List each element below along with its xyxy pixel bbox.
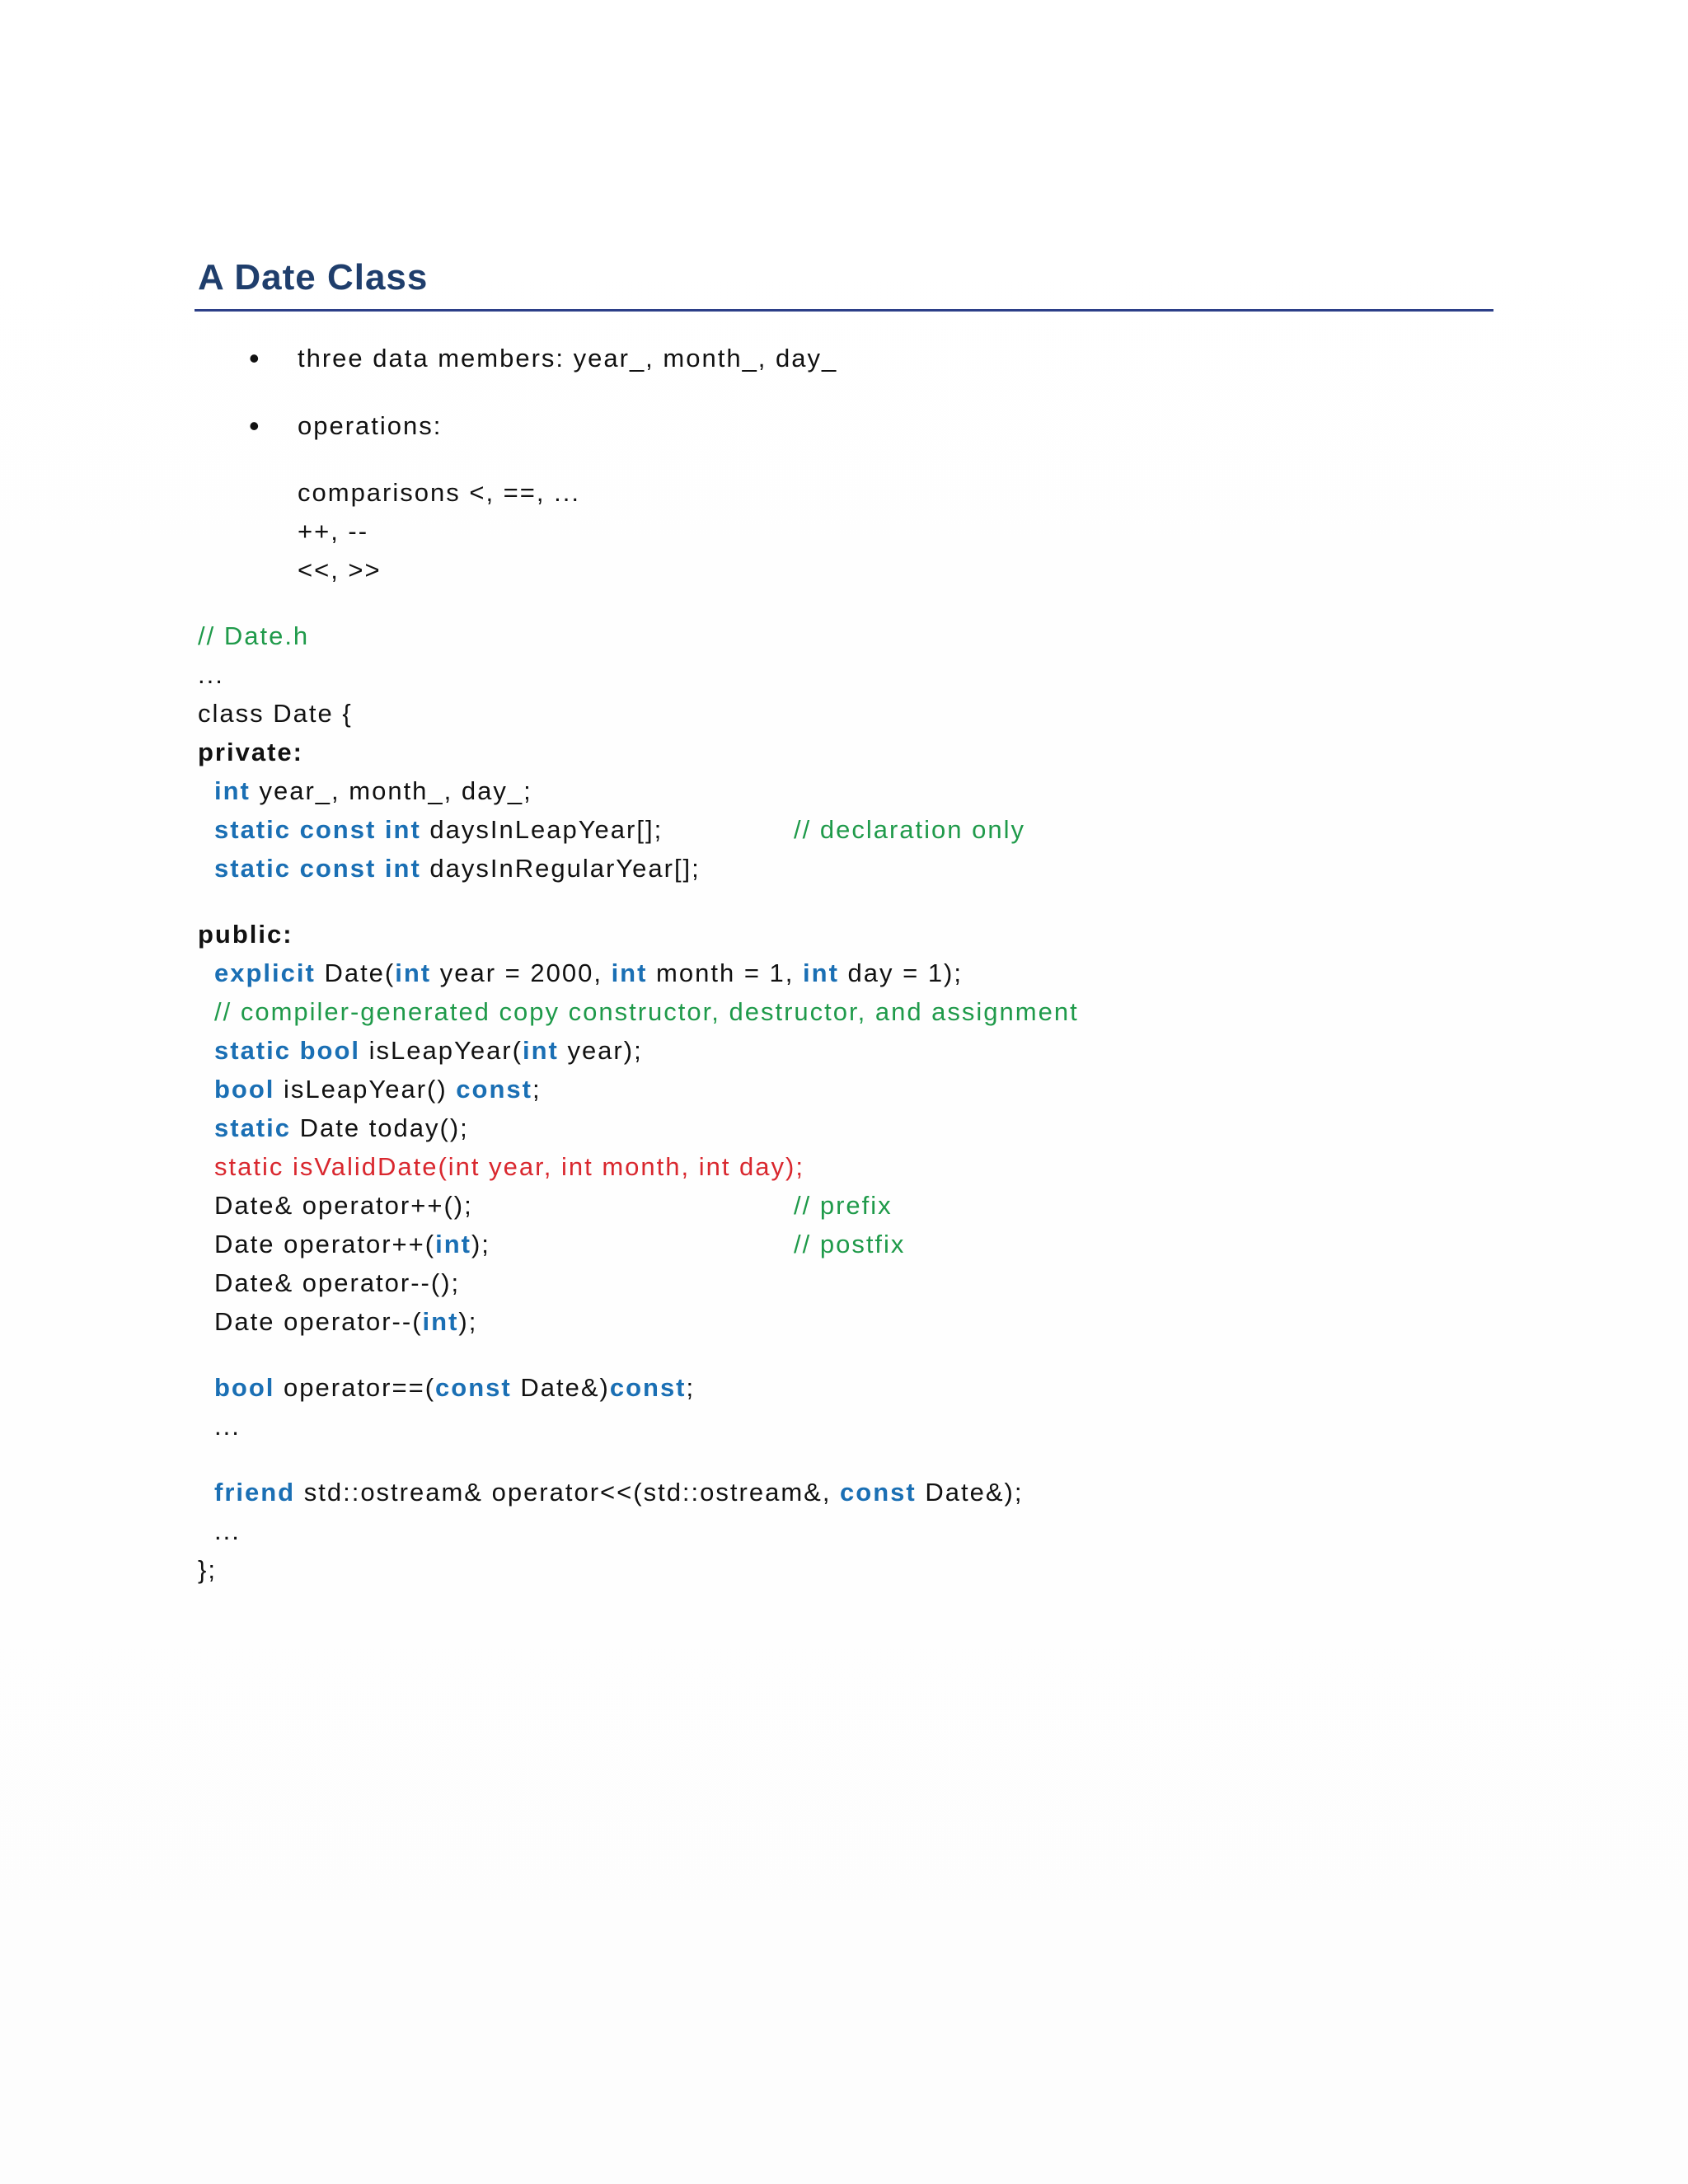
code-preinc-line: Date& operator++(); — [214, 1191, 473, 1220]
keyword: bool — [214, 1373, 275, 1402]
code-postinc-line — [214, 1228, 490, 1261]
bullet-item: operations: — [298, 411, 443, 440]
keyword: static — [214, 815, 291, 844]
code-text: ; — [532, 1075, 542, 1104]
keyword: int — [435, 1230, 471, 1258]
code-ctor-line — [214, 957, 963, 990]
keyword: static — [214, 854, 291, 883]
code-text: Date operator++( — [214, 1230, 436, 1258]
code-members-line — [214, 775, 532, 808]
code-text: year = 2000, — [431, 958, 612, 987]
keyword: static — [214, 1113, 291, 1142]
bullet-item: three data members: year_, month_, day_ — [298, 344, 838, 373]
code-text: ; — [686, 1373, 696, 1402]
keyword: int — [214, 776, 251, 805]
code-text: isLeapYear( — [360, 1036, 523, 1065]
code-ellipsis: ... — [198, 660, 224, 689]
operation-item: comparisons <, ==, ... — [298, 478, 580, 507]
code-class-decl: class Date { — [198, 699, 353, 728]
code-text: year_, month_, day_; — [250, 776, 532, 805]
code-text: ); — [458, 1307, 478, 1336]
keyword: const — [299, 815, 377, 844]
keyword: const — [299, 854, 377, 883]
bullet-dot-icon: • — [249, 409, 260, 443]
keyword: const — [840, 1478, 917, 1507]
code-ellipsis: ... — [214, 1412, 241, 1441]
code-isleap-member-line — [214, 1073, 542, 1106]
code-isvalid-line: static isValidDate(int year, int month, int day); — [214, 1152, 804, 1181]
code-text: Date&); — [916, 1478, 1024, 1507]
code-comment: // compiler-generated copy constructor, destructor, and assignment — [214, 997, 1079, 1026]
code-private-label: private: — [198, 738, 303, 766]
code-text: month = 1, — [647, 958, 804, 987]
keyword: const — [456, 1075, 532, 1104]
code-comment: // prefix — [794, 1191, 893, 1220]
keyword: int — [803, 958, 839, 987]
code-leap-array-line — [214, 813, 663, 846]
keyword: const — [435, 1373, 512, 1402]
operation-item: ++, -- — [298, 517, 369, 546]
keyword: bool — [214, 1075, 275, 1104]
code-today-line — [214, 1112, 469, 1145]
keyword: int — [384, 854, 421, 883]
code-text: daysInRegularYear[]; — [420, 854, 701, 883]
keyword: int — [395, 958, 432, 987]
keyword: explicit — [214, 958, 316, 987]
code-text: year); — [558, 1036, 643, 1065]
code-text: std::ostream& operator<<(std::ostream&, — [295, 1478, 841, 1507]
page-title: A Date Class — [198, 257, 429, 298]
code-text: Date&) — [511, 1373, 610, 1402]
keyword: int — [422, 1307, 459, 1336]
keyword: bool — [299, 1036, 361, 1065]
code-comment: // declaration only — [794, 815, 1025, 844]
code-text: ); — [471, 1230, 490, 1258]
code-text: day = 1); — [838, 958, 963, 987]
code-text: Date today(); — [290, 1113, 469, 1142]
code-text: isLeapYear() — [274, 1075, 457, 1104]
keyword: int — [522, 1036, 559, 1065]
code-ellipsis: ... — [214, 1516, 241, 1545]
code-isleap-static-line — [214, 1034, 643, 1067]
code-class-end: }; — [198, 1555, 217, 1584]
code-text: operator==( — [274, 1373, 436, 1402]
keyword: int — [384, 815, 421, 844]
keyword: const — [609, 1373, 687, 1402]
bullet-dot-icon: • — [249, 341, 260, 375]
code-text: Date( — [315, 958, 396, 987]
code-postdec-line — [214, 1305, 477, 1338]
keyword: static — [214, 1036, 291, 1065]
code-eq-line — [214, 1371, 695, 1404]
code-predec-line: Date& operator--(); — [214, 1268, 461, 1297]
keyword: int — [611, 958, 648, 987]
code-friend-line — [214, 1476, 1023, 1509]
code-comment: // postfix — [794, 1230, 906, 1258]
code-text: Date operator--( — [214, 1307, 423, 1336]
code-comment: // Date.h — [198, 621, 310, 650]
code-regular-array-line — [214, 852, 701, 885]
keyword: friend — [214, 1478, 296, 1507]
operation-item: <<, >> — [298, 555, 382, 584]
title-underline — [195, 309, 1493, 312]
code-text: daysInLeapYear[]; — [420, 815, 663, 844]
code-public-label: public: — [198, 920, 293, 949]
